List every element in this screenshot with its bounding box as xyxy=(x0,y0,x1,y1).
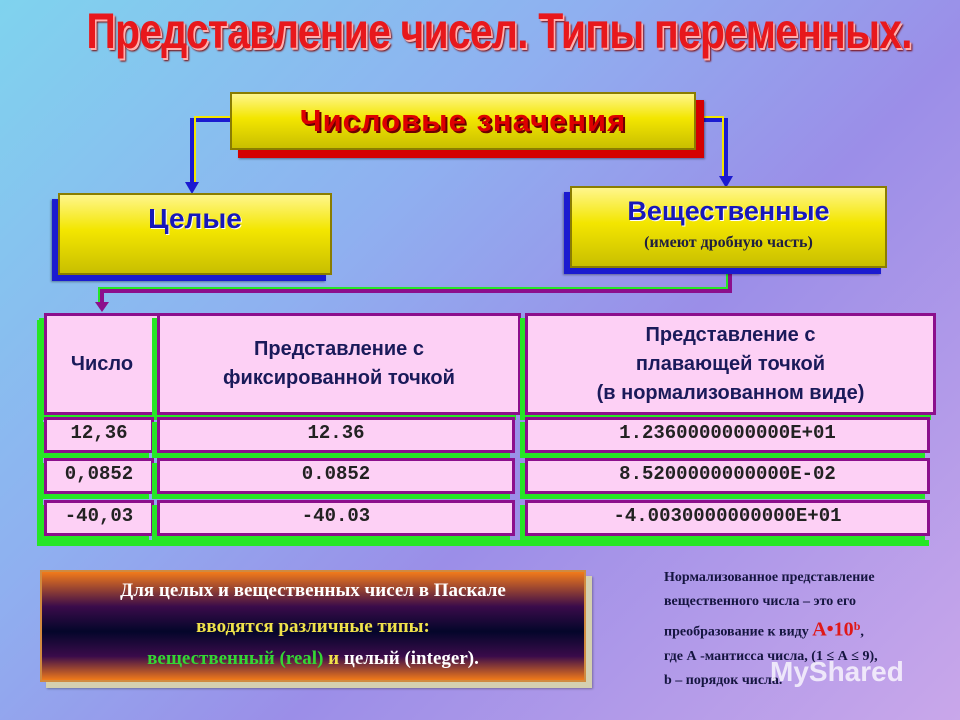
table-cell: 12.36 xyxy=(157,417,515,453)
header-line: (в нормализованном виде) xyxy=(596,381,865,404)
header-line: Представление с xyxy=(254,338,424,360)
integer-type-label: целый (integer). xyxy=(343,648,479,669)
header-text: Число xyxy=(70,352,134,375)
integer-node xyxy=(58,193,332,275)
real-node xyxy=(570,186,887,268)
table-header-float xyxy=(525,313,936,415)
root-node xyxy=(230,92,696,150)
note-prefix: преобразование к виду xyxy=(664,624,809,640)
table-cell: -40,03 xyxy=(44,500,154,536)
note-line-3 xyxy=(664,614,956,645)
page-title: Представление чисел. Типы переменных. xyxy=(86,3,912,59)
watermark-logo: MyShared xyxy=(770,656,904,687)
formula: A•10 xyxy=(812,618,854,641)
header-line: фиксированной точкой xyxy=(223,367,455,389)
root-node-label: Числовые значения xyxy=(299,103,627,138)
table-cell: -40.03 xyxy=(157,500,515,536)
note-line-2: вещественного числа – это его xyxy=(664,594,856,609)
info-line-1: Для целых и вещественных чисел в Паскале xyxy=(120,580,506,601)
table-cell: 0.0852 xyxy=(157,458,515,494)
table-cell: 8.5200000000000E-02 xyxy=(525,458,930,494)
note-line-4: где А -мантисса числа, (1 ≤ А ≤ 9), xyxy=(664,648,878,664)
real-type-label: вещественный (real) xyxy=(147,648,324,669)
header-line: Представление с xyxy=(645,323,816,346)
note-line-1: Нормализованное представление xyxy=(664,570,875,585)
and-word: и xyxy=(328,648,340,669)
table-header-number xyxy=(44,313,160,415)
table-cell: 1.2360000000000E+01 xyxy=(525,417,930,453)
integer-node-label: Целые xyxy=(148,203,242,234)
table-cell: -4.0030000000000E+01 xyxy=(525,500,930,536)
header-text xyxy=(223,335,455,393)
table-header-fixed xyxy=(157,313,521,415)
real-node-label: Вещественные xyxy=(627,196,830,226)
formula-exponent: b xyxy=(853,619,861,633)
real-node-note: (имеют дробную часть) xyxy=(644,234,813,251)
table-cell: 12,36 xyxy=(44,417,154,453)
info-line-3 xyxy=(42,648,584,670)
pascal-types-box xyxy=(40,570,586,682)
table-cell: 0,0852 xyxy=(44,458,154,494)
info-line-2: вводятся различные типы: xyxy=(196,616,430,637)
note-line-5: b – порядок числа. xyxy=(664,672,783,688)
header-text xyxy=(597,321,865,408)
note-suffix: , xyxy=(860,624,864,640)
header-line: плавающей точкой xyxy=(635,352,826,375)
